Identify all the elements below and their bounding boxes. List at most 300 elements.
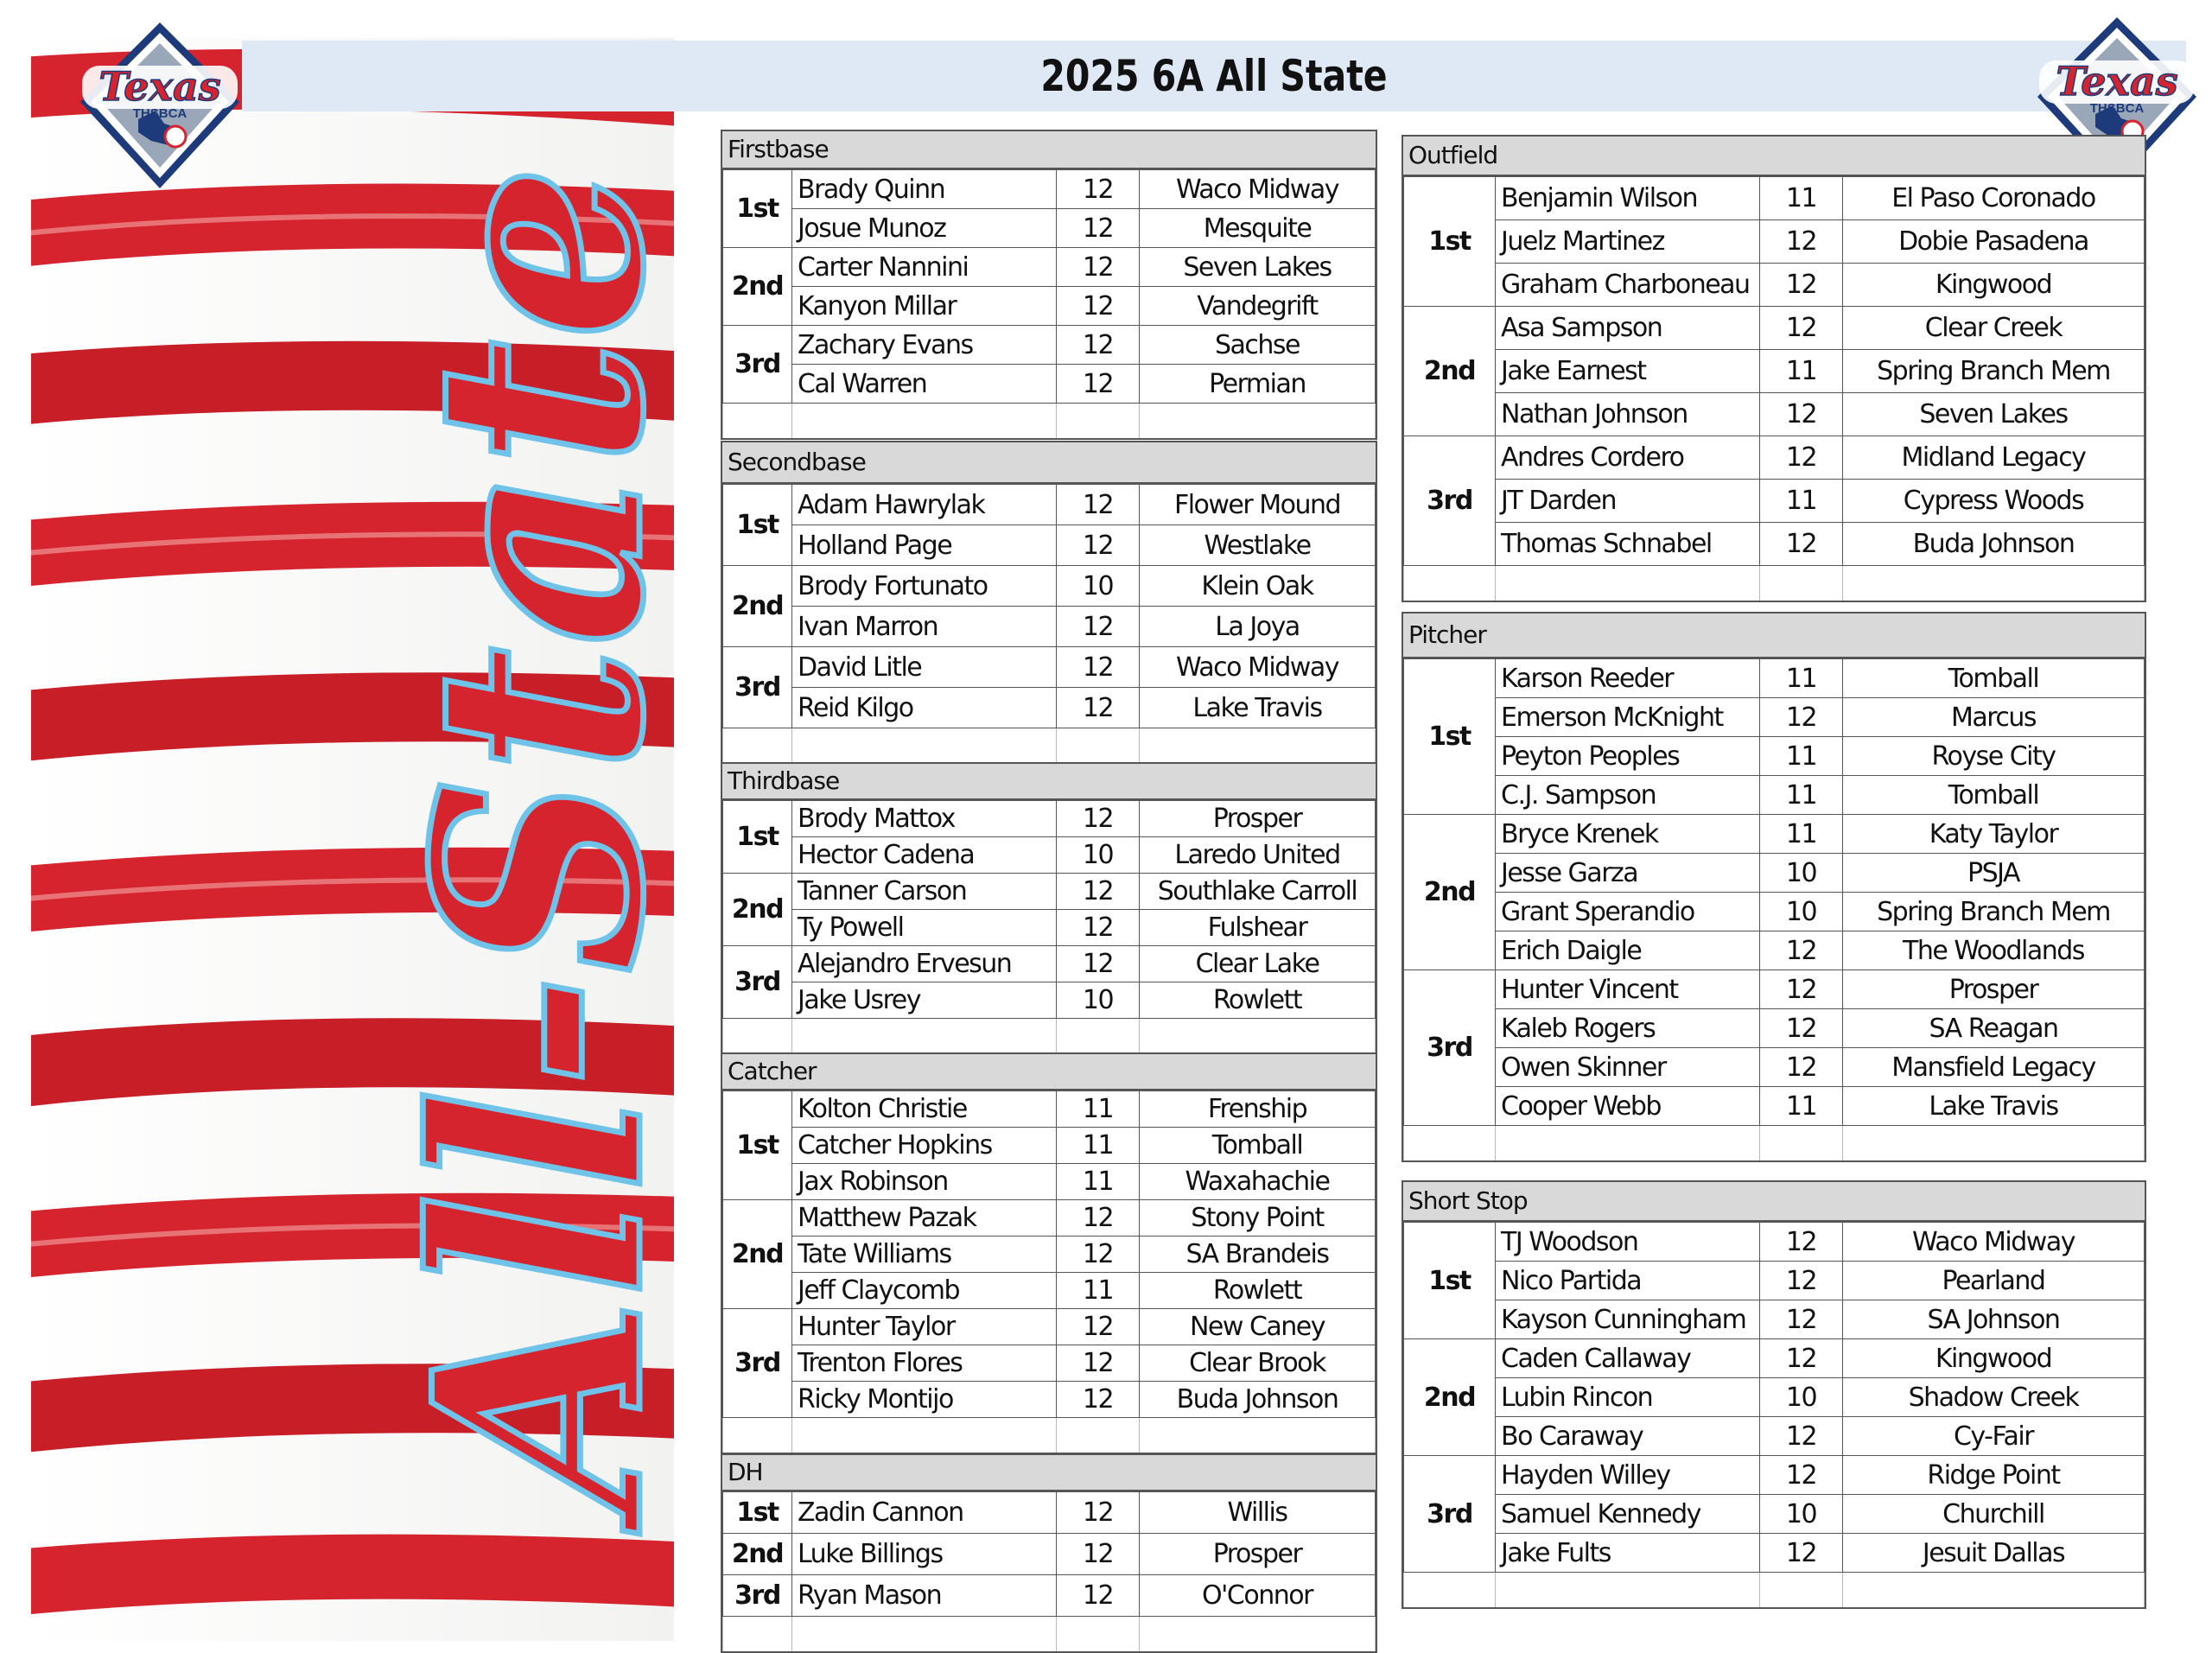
player-name-cell: Brody Mattox	[792, 801, 1057, 837]
class-year-cell: 11	[1760, 1087, 1843, 1126]
section-catcher	[721, 1052, 1377, 1454]
rank-cell: 2nd	[723, 248, 792, 326]
school-cell: Prosper	[1843, 970, 2145, 1009]
class-year-cell: 12	[1057, 647, 1140, 688]
table-row	[723, 647, 1376, 688]
player-name-cell: Brady Quinn	[792, 170, 1057, 209]
spacer-cell	[723, 1418, 792, 1453]
school-cell: Kingwood	[1843, 1339, 2145, 1378]
school-cell: Southlake Carroll	[1140, 874, 1376, 910]
rank-cell: 3rd	[723, 647, 792, 728]
spacer-cell	[1496, 1126, 1760, 1160]
spacer-row	[723, 1418, 1376, 1453]
spacer-row	[723, 728, 1376, 763]
class-year-cell: 12	[1057, 170, 1140, 209]
school-cell: SA Brandeis	[1140, 1237, 1376, 1273]
table-row	[723, 1237, 1376, 1273]
player-name-cell: Thomas Schnabel	[1496, 523, 1760, 566]
player-name-cell: Ryan Mason	[792, 1575, 1057, 1617]
table-row	[1404, 220, 2145, 264]
class-year-cell: 11	[1057, 1091, 1140, 1128]
school-cell: Clear Brook	[1140, 1345, 1376, 1382]
school-cell: Permian	[1140, 365, 1376, 404]
player-name-cell: Nathan Johnson	[1496, 393, 1760, 436]
rank-cell: 3rd	[723, 326, 792, 404]
class-year-cell: 12	[1057, 209, 1140, 248]
school-cell: SA Johnson	[1843, 1300, 2145, 1339]
table-row	[1404, 1339, 2145, 1378]
table-row	[723, 1091, 1376, 1128]
class-year-cell: 10	[1057, 982, 1140, 1019]
roster-table	[1403, 176, 2145, 601]
svg-text:Texas: Texas	[2056, 58, 2178, 105]
class-year-cell: 12	[1760, 1223, 1843, 1262]
rank-cell: 1st	[723, 170, 792, 248]
class-year-cell: 12	[1760, 523, 1843, 566]
class-year-cell: 11	[1760, 177, 1843, 220]
player-name-cell: Adam Hawrylak	[792, 485, 1057, 525]
section-header: Secondbase	[722, 442, 1376, 484]
class-year-cell: 12	[1057, 1237, 1140, 1273]
spacer-cell	[723, 728, 792, 763]
player-name-cell: C.J. Sampson	[1496, 776, 1760, 815]
class-year-cell: 12	[1057, 248, 1140, 287]
school-cell: Fulshear	[1140, 910, 1376, 946]
table-row	[1404, 776, 2145, 815]
class-year-cell: 12	[1057, 1200, 1140, 1237]
section-shortstop	[1402, 1180, 2146, 1609]
class-year-cell: 12	[1760, 264, 1843, 307]
class-year-cell: 12	[1760, 1300, 1843, 1339]
player-name-cell: Bryce Krenek	[1496, 815, 1760, 854]
school-cell: Waco Midway	[1140, 647, 1376, 688]
title-bar	[242, 41, 2186, 111]
rank-cell: 1st	[1404, 659, 1496, 815]
school-cell: Lake Travis	[1140, 688, 1376, 728]
section-header: Catcher	[722, 1054, 1376, 1090]
spacer-cell	[1140, 728, 1376, 763]
table-row	[1404, 698, 2145, 737]
rank-cell: 2nd	[723, 1534, 792, 1575]
table-row	[1404, 1378, 2145, 1417]
player-name-cell: Alejandro Ervesun	[792, 946, 1057, 982]
svg-text:Texas: Texas	[99, 63, 221, 110]
table-row	[1404, 1456, 2145, 1495]
class-year-cell: 11	[1760, 480, 1843, 523]
school-cell: Tomball	[1843, 659, 2145, 698]
table-row	[1404, 893, 2145, 931]
player-name-cell: Benjamin Wilson	[1496, 177, 1760, 220]
player-name-cell: Cal Warren	[792, 365, 1057, 404]
class-year-cell: 12	[1760, 436, 1843, 480]
player-name-cell: Jake Earnest	[1496, 350, 1760, 393]
table-row	[723, 485, 1376, 525]
class-year-cell: 12	[1057, 1534, 1140, 1575]
spacer-cell	[792, 728, 1057, 763]
player-name-cell: Andres Cordero	[1496, 436, 1760, 480]
table-row	[723, 209, 1376, 248]
school-cell: Cypress Woods	[1843, 480, 2145, 523]
player-name-cell: Owen Skinner	[1496, 1048, 1760, 1087]
rank-cell: 1st	[1404, 177, 1496, 307]
spacer-cell	[1496, 1573, 1760, 1607]
table-row	[1404, 931, 2145, 970]
spacer-cell	[1843, 1573, 2145, 1607]
spacer-cell	[1057, 404, 1140, 438]
class-year-cell: 12	[1760, 1048, 1843, 1087]
class-year-cell: 12	[1760, 1417, 1843, 1456]
player-name-cell: Brody Fortunato	[792, 566, 1057, 607]
school-cell: Pearland	[1843, 1262, 2145, 1300]
table-row	[1404, 480, 2145, 523]
school-cell: SA Reagan	[1843, 1009, 2145, 1048]
rank-cell: 2nd	[1404, 815, 1496, 970]
player-name-cell: Tanner Carson	[792, 874, 1057, 910]
rank-cell: 1st	[723, 1492, 792, 1534]
class-year-cell: 11	[1760, 737, 1843, 776]
spacer-cell	[792, 1617, 1057, 1651]
table-row	[1404, 307, 2145, 350]
school-cell: Buda Johnson	[1843, 523, 2145, 566]
table-row	[723, 1492, 1376, 1534]
player-name-cell: Ty Powell	[792, 910, 1057, 946]
table-row	[723, 607, 1376, 647]
player-name-cell: Zadin Cannon	[792, 1492, 1057, 1534]
class-year-cell: 12	[1760, 220, 1843, 264]
table-row	[723, 801, 1376, 837]
roster-table	[1403, 658, 2145, 1160]
class-year-cell: 10	[1760, 854, 1843, 893]
school-cell: The Woodlands	[1843, 931, 2145, 970]
roster-table	[1403, 1222, 2145, 1607]
player-name-cell: David Litle	[792, 647, 1057, 688]
table-row	[723, 1200, 1376, 1237]
svg-text:THSBCA: THSBCA	[2089, 101, 2145, 116]
player-name-cell: Trenton Flores	[792, 1345, 1057, 1382]
class-year-cell: 12	[1760, 1534, 1843, 1573]
table-row	[723, 946, 1376, 982]
spacer-cell	[792, 1418, 1057, 1453]
table-row	[1404, 523, 2145, 566]
class-year-cell: 12	[1760, 393, 1843, 436]
section-header: Firstbase	[722, 131, 1376, 169]
spacer-cell	[1760, 566, 1843, 601]
player-name-cell: Jesse Garza	[1496, 854, 1760, 893]
spacer-row	[723, 1019, 1376, 1053]
class-year-cell: 12	[1057, 607, 1140, 647]
player-name-cell: Caden Callaway	[1496, 1339, 1760, 1378]
spacer-cell	[1057, 1019, 1140, 1053]
player-name-cell: Karson Reeder	[1496, 659, 1760, 698]
table-row	[1404, 393, 2145, 436]
school-cell: Spring Branch Mem	[1843, 893, 2145, 931]
section-header: Pitcher	[1403, 614, 2145, 658]
table-row	[723, 170, 1376, 209]
spacer-row	[723, 1617, 1376, 1651]
spacer-cell	[1760, 1126, 1843, 1160]
section-pitcher	[1402, 612, 2146, 1162]
table-row	[723, 837, 1376, 874]
class-year-cell: 12	[1057, 365, 1140, 404]
section-header: DH	[722, 1455, 1376, 1491]
table-row	[1404, 815, 2145, 854]
player-name-cell: Zachary Evans	[792, 326, 1057, 365]
class-year-cell: 12	[1760, 970, 1843, 1009]
spacer-row	[1404, 1126, 2145, 1160]
player-name-cell: Hunter Taylor	[792, 1309, 1057, 1345]
table-row	[1404, 854, 2145, 893]
table-row	[723, 1382, 1376, 1418]
school-cell: Vandegrift	[1140, 287, 1376, 326]
table-row	[723, 688, 1376, 728]
class-year-cell: 11	[1760, 776, 1843, 815]
player-name-cell: Hayden Willey	[1496, 1456, 1760, 1495]
school-cell: Mansfield Legacy	[1843, 1048, 2145, 1087]
roster-table	[722, 1090, 1376, 1453]
spacer-cell	[792, 1019, 1057, 1053]
table-row	[1404, 350, 2145, 393]
rank-cell: 3rd	[1404, 1456, 1496, 1573]
table-row	[723, 1575, 1376, 1617]
player-name-cell: Jake Usrey	[792, 982, 1057, 1019]
player-name-cell: TJ Woodson	[1496, 1223, 1760, 1262]
school-cell: Klein Oak	[1140, 566, 1376, 607]
player-name-cell: Hunter Vincent	[1496, 970, 1760, 1009]
school-cell: La Joya	[1140, 607, 1376, 647]
player-name-cell: Emerson McKnight	[1496, 698, 1760, 737]
school-cell: Prosper	[1140, 1534, 1376, 1575]
school-cell: Katy Taylor	[1843, 815, 2145, 854]
class-year-cell: 12	[1057, 874, 1140, 910]
spacer-row	[1404, 1573, 2145, 1607]
school-cell: Rowlett	[1140, 982, 1376, 1019]
player-name-cell: Asa Sampson	[1496, 307, 1760, 350]
rank-cell: 1st	[723, 1091, 792, 1200]
class-year-cell: 12	[1760, 307, 1843, 350]
class-year-cell: 12	[1760, 1339, 1843, 1378]
table-row	[1404, 1417, 2145, 1456]
player-name-cell: Bo Caraway	[1496, 1417, 1760, 1456]
section-dh	[721, 1453, 1377, 1653]
school-cell: Rowlett	[1140, 1273, 1376, 1309]
rank-cell: 3rd	[723, 1575, 792, 1617]
page-title: 2025 6A All State	[1040, 51, 1388, 101]
spacer-row	[723, 404, 1376, 438]
class-year-cell: 11	[1760, 815, 1843, 854]
player-name-cell: Erich Daigle	[1496, 931, 1760, 970]
class-year-cell: 10	[1760, 1495, 1843, 1534]
table-row	[1404, 659, 2145, 698]
spacer-cell	[792, 404, 1057, 438]
rank-cell: 2nd	[1404, 307, 1496, 436]
class-year-cell: 12	[1057, 1345, 1140, 1382]
roster-table	[722, 484, 1376, 763]
table-row	[1404, 1262, 2145, 1300]
class-year-cell: 12	[1057, 1575, 1140, 1617]
player-name-cell: Kanyon Millar	[792, 287, 1057, 326]
player-name-cell: Jeff Claycomb	[792, 1273, 1057, 1309]
player-name-cell: Jax Robinson	[792, 1164, 1057, 1200]
table-row	[1404, 737, 2145, 776]
school-cell: Waxahachie	[1140, 1164, 1376, 1200]
school-cell: Dobie Pasadena	[1843, 220, 2145, 264]
spacer-cell	[723, 404, 792, 438]
class-year-cell: 12	[1760, 931, 1843, 970]
table-row	[723, 365, 1376, 404]
school-cell: Cy-Fair	[1843, 1417, 2145, 1456]
table-row	[723, 982, 1376, 1019]
rank-cell: 2nd	[723, 1200, 792, 1309]
class-year-cell: 11	[1057, 1164, 1140, 1200]
rank-cell: 3rd	[1404, 436, 1496, 566]
player-name-cell: Kayson Cunningham	[1496, 1300, 1760, 1339]
school-cell: Tomball	[1140, 1128, 1376, 1164]
rank-cell: 1st	[723, 801, 792, 874]
table-row	[1404, 1009, 2145, 1048]
table-row	[723, 1345, 1376, 1382]
class-year-cell: 12	[1057, 525, 1140, 566]
school-cell: Waco Midway	[1843, 1223, 2145, 1262]
section-header: Outfield	[1403, 137, 2145, 176]
school-cell: Seven Lakes	[1843, 393, 2145, 436]
class-year-cell: 12	[1760, 698, 1843, 737]
school-cell: Westlake	[1140, 525, 1376, 566]
player-name-cell: Nico Partida	[1496, 1262, 1760, 1300]
school-cell: Mesquite	[1140, 209, 1376, 248]
school-cell: Jesuit Dallas	[1843, 1534, 2145, 1573]
rank-cell: 3rd	[723, 946, 792, 1019]
table-row	[1404, 1534, 2145, 1573]
class-year-cell: 12	[1760, 1262, 1843, 1300]
school-cell: El Paso Coronado	[1843, 177, 2145, 220]
school-cell: Ridge Point	[1843, 1456, 2145, 1495]
player-name-cell: Reid Kilgo	[792, 688, 1057, 728]
spacer-cell	[1057, 1418, 1140, 1453]
table-row	[723, 874, 1376, 910]
player-name-cell: Juelz Martinez	[1496, 220, 1760, 264]
class-year-cell: 12	[1057, 326, 1140, 365]
table-row	[723, 525, 1376, 566]
school-cell: Clear Creek	[1843, 307, 2145, 350]
player-name-cell: Holland Page	[792, 525, 1057, 566]
class-year-cell: 12	[1057, 287, 1140, 326]
school-cell: Churchill	[1843, 1495, 2145, 1534]
school-cell: Shadow Creek	[1843, 1378, 2145, 1417]
class-year-cell: 11	[1057, 1128, 1140, 1164]
all-state-text: All-State	[372, 120, 707, 1512]
rank-cell: 1st	[723, 485, 792, 566]
table-row	[723, 910, 1376, 946]
player-name-cell: Grant Sperandio	[1496, 893, 1760, 931]
class-year-cell: 11	[1760, 659, 1843, 698]
table-row	[1404, 1223, 2145, 1262]
spacer-cell	[1140, 1019, 1376, 1053]
section-header: Short Stop	[1403, 1182, 2145, 1222]
player-name-cell: JT Darden	[1496, 480, 1760, 523]
player-name-cell: Matthew Pazak	[792, 1200, 1057, 1237]
spacer-cell	[1140, 404, 1376, 438]
table-row	[723, 1534, 1376, 1575]
spacer-cell	[723, 1617, 792, 1651]
school-cell: Prosper	[1140, 801, 1376, 837]
school-cell: Tomball	[1843, 776, 2145, 815]
class-year-cell: 12	[1760, 1456, 1843, 1495]
rank-cell: 3rd	[723, 1309, 792, 1418]
spacer-cell	[1057, 728, 1140, 763]
table-row	[1404, 1087, 2145, 1126]
player-name-cell: Peyton Peoples	[1496, 737, 1760, 776]
school-cell: Waco Midway	[1140, 170, 1376, 209]
spacer-cell	[1404, 1573, 1496, 1607]
table-row	[723, 1128, 1376, 1164]
school-cell: Clear Lake	[1140, 946, 1376, 982]
school-cell: New Caney	[1140, 1309, 1376, 1345]
player-name-cell: Graham Charboneau	[1496, 264, 1760, 307]
player-name-cell: Kolton Christie	[792, 1091, 1057, 1128]
class-year-cell: 11	[1057, 1273, 1140, 1309]
school-cell: Sachse	[1140, 326, 1376, 365]
class-year-cell: 12	[1057, 910, 1140, 946]
table-row	[723, 566, 1376, 607]
player-name-cell: Catcher Hopkins	[792, 1128, 1057, 1164]
school-cell: Willis	[1140, 1492, 1376, 1534]
svg-text:THSBCA: THSBCA	[132, 106, 188, 121]
player-name-cell: Tate Williams	[792, 1237, 1057, 1273]
class-year-cell: 10	[1760, 1378, 1843, 1417]
class-year-cell: 12	[1057, 688, 1140, 728]
school-cell: PSJA	[1843, 854, 2145, 893]
player-name-cell: Carter Nannini	[792, 248, 1057, 287]
section-header: Thirdbase	[722, 764, 1376, 800]
spacer-cell	[1760, 1573, 1843, 1607]
school-cell: Frenship	[1140, 1091, 1376, 1128]
class-year-cell: 12	[1057, 946, 1140, 982]
class-year-cell: 10	[1057, 837, 1140, 874]
player-name-cell: Cooper Webb	[1496, 1087, 1760, 1126]
player-name-cell: Josue Munoz	[792, 209, 1057, 248]
section-secondbase	[721, 441, 1377, 765]
roster-table	[722, 169, 1376, 438]
rank-cell: 1st	[1404, 1223, 1496, 1339]
school-cell: Marcus	[1843, 698, 2145, 737]
school-cell: Laredo United	[1140, 837, 1376, 874]
spacer-cell	[1140, 1617, 1376, 1651]
school-cell: Kingwood	[1843, 264, 2145, 307]
table-row	[723, 1164, 1376, 1200]
player-name-cell: Lubin Rincon	[1496, 1378, 1760, 1417]
spacer-cell	[1057, 1617, 1140, 1651]
table-row	[723, 248, 1376, 287]
player-name-cell: Kaleb Rogers	[1496, 1009, 1760, 1048]
table-row	[723, 1309, 1376, 1345]
school-cell: Spring Branch Mem	[1843, 350, 2145, 393]
table-row	[1404, 1300, 2145, 1339]
all-state-banner	[156, 112, 760, 1538]
spacer-cell	[723, 1019, 792, 1053]
player-name-cell: Ricky Montijo	[792, 1382, 1057, 1418]
rank-cell: 2nd	[723, 874, 792, 946]
school-cell: Royse City	[1843, 737, 2145, 776]
spacer-row	[1404, 566, 2145, 601]
player-name-cell: Samuel Kennedy	[1496, 1495, 1760, 1534]
roster-table	[722, 1491, 1376, 1651]
class-year-cell: 12	[1057, 1309, 1140, 1345]
table-row	[723, 1273, 1376, 1309]
section-firstbase	[721, 130, 1377, 440]
class-year-cell: 12	[1057, 1492, 1140, 1534]
class-year-cell: 10	[1057, 566, 1140, 607]
table-row	[723, 287, 1376, 326]
